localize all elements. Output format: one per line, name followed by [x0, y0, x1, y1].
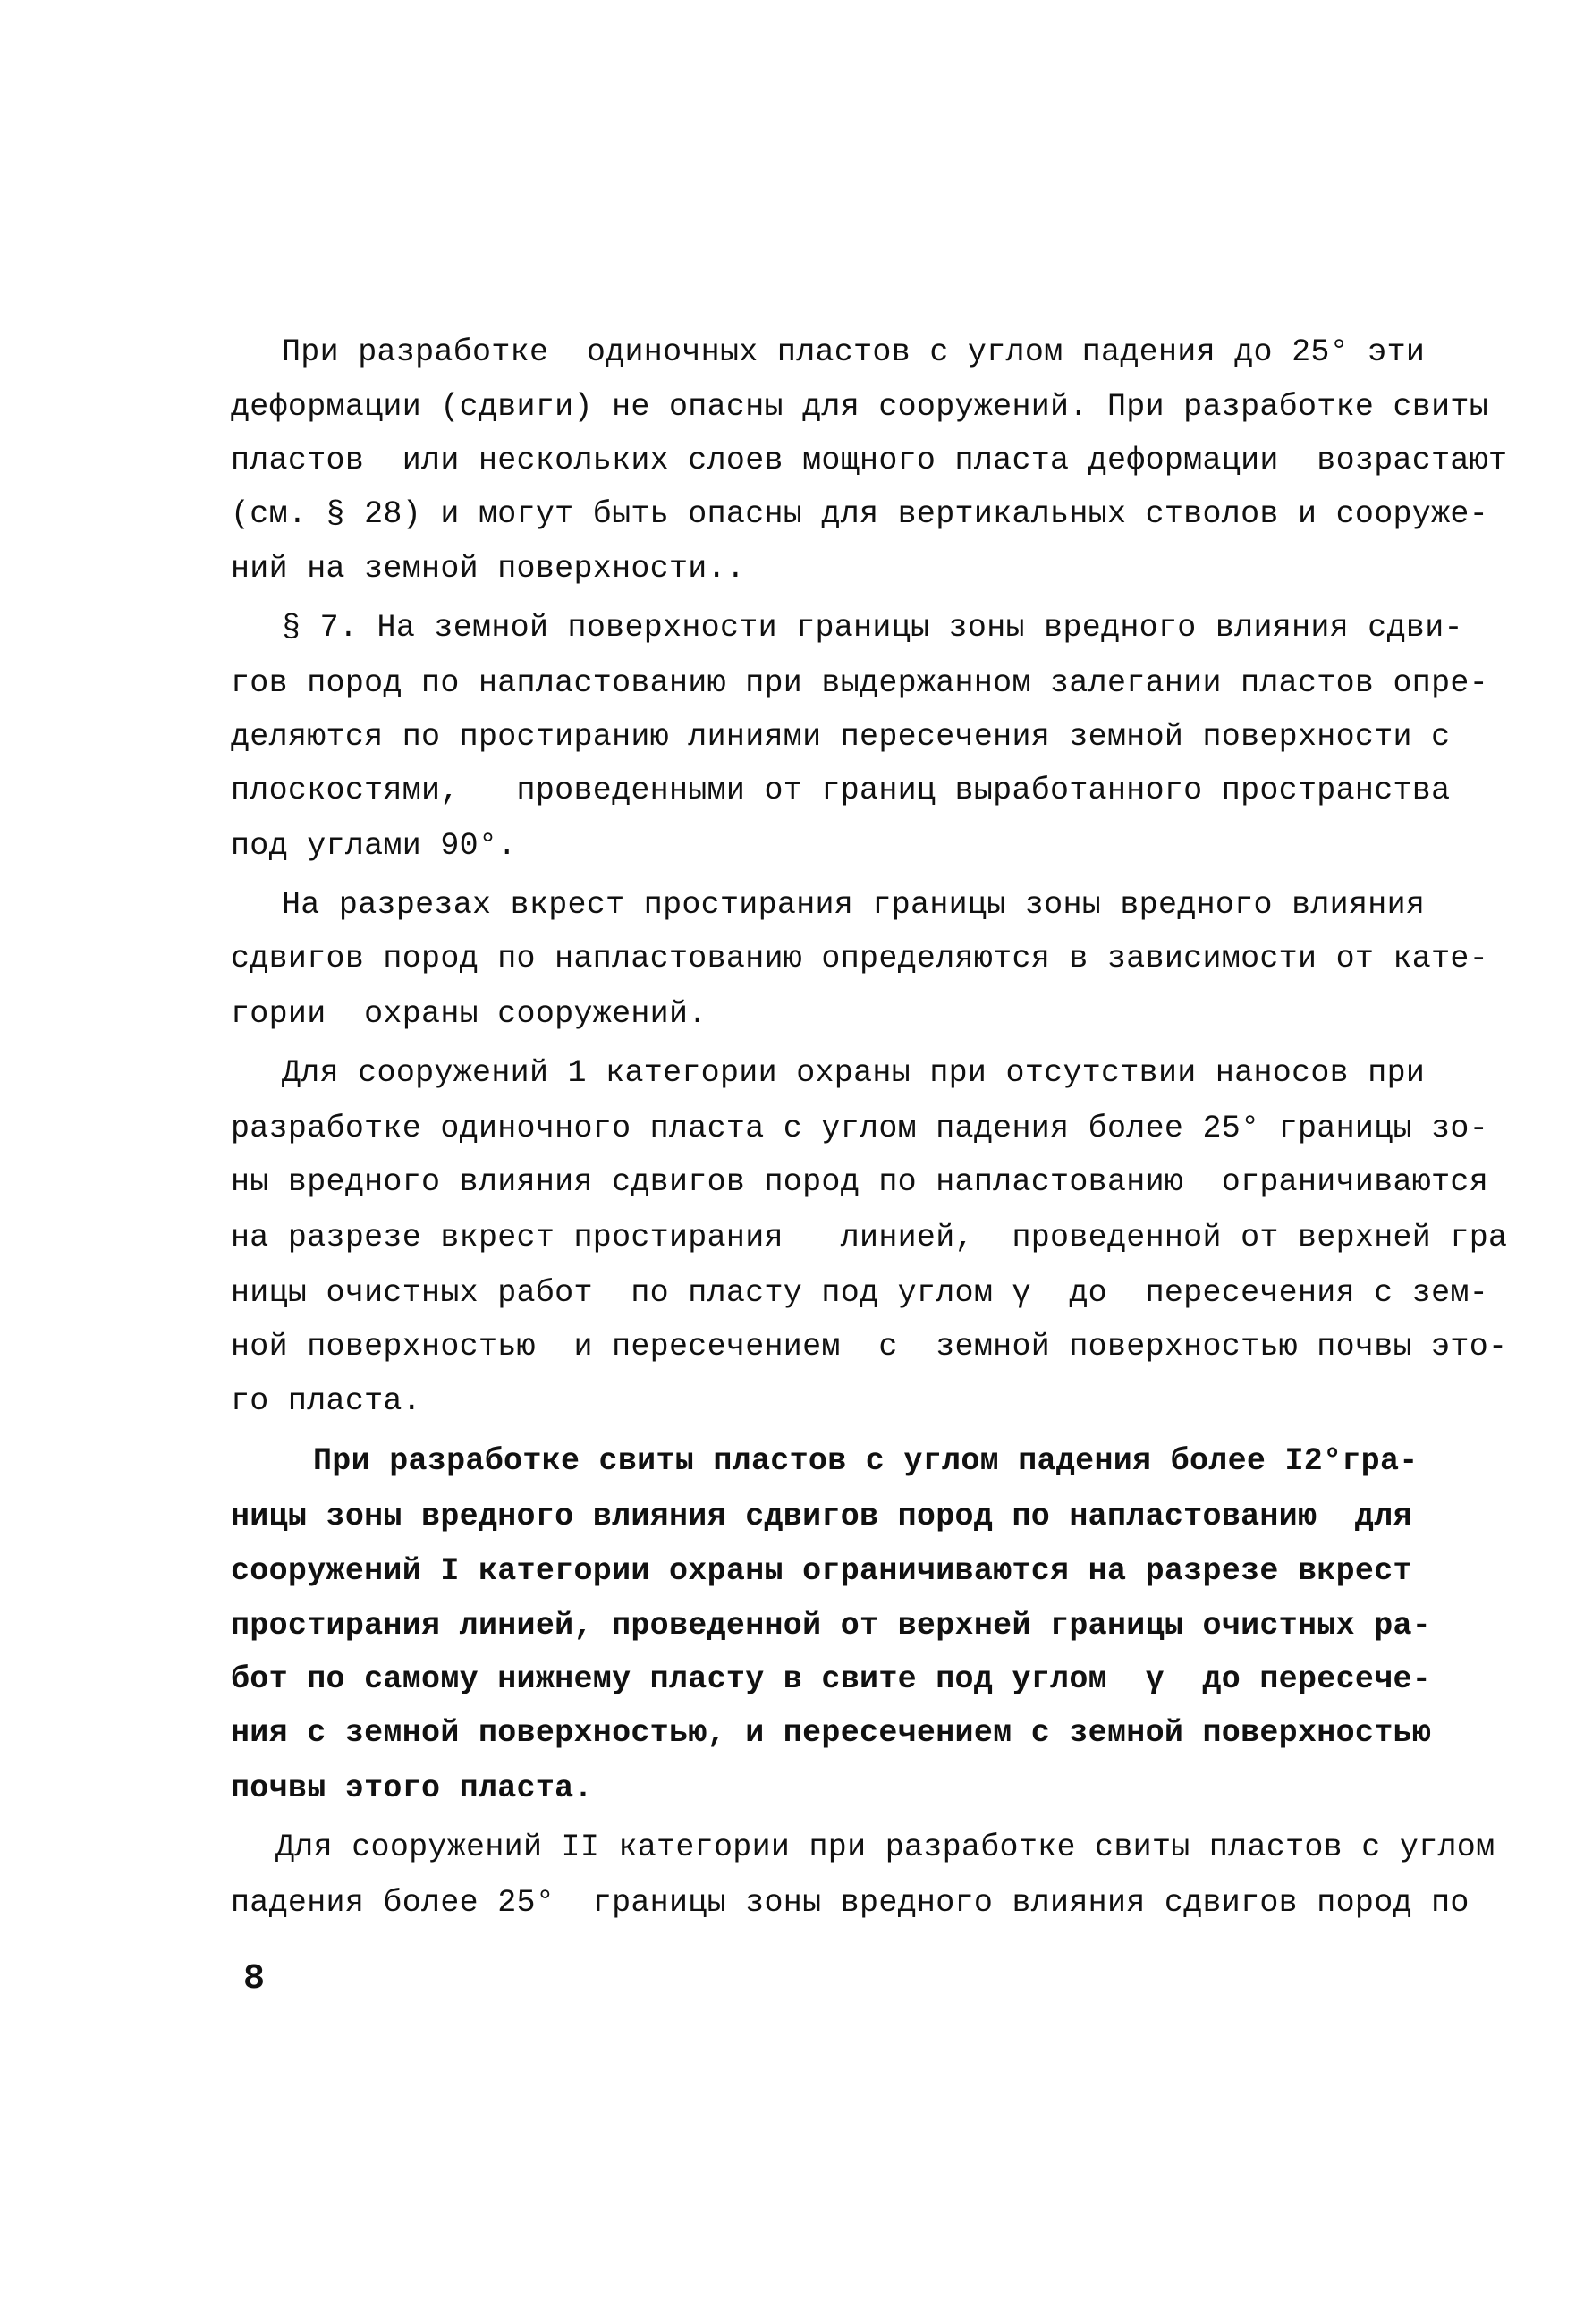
text-line: ния с земной поверхностью, и пересечением с земной поверхностью: [231, 1715, 1432, 1751]
text-line: пластов или нескольких слоев мощного пласта деформации возрастают: [231, 443, 1508, 478]
text-line: ны вредного влияния сдвигов пород по напластованию ограничиваются: [231, 1164, 1489, 1200]
text-line: При разработке свиты пластов с углом падения более I2°гра-: [313, 1443, 1419, 1479]
text-line: бот по самому нижнему пласту в свите под углом γ до пересече-: [231, 1661, 1432, 1697]
text-line: почвы этого пласта.: [231, 1770, 593, 1806]
text-line: Для сооружений II категории при разработке свиты пластов с углом: [275, 1830, 1495, 1865]
text-line: (см. § 28) и могут быть опасны для вертикальных стволов и сооруже-: [231, 496, 1489, 532]
text-line: деформации (сдвиги) не опасны для сооружений. При разработке свиты: [231, 389, 1489, 425]
text-line: На разрезах вкрест простирания границы зоны вредного влияния: [282, 887, 1426, 923]
text-line: § 7. На земной поверхности границы зоны вредного влияния сдви-: [282, 610, 1463, 646]
text-line: простирания линией, проведенной от верхней границы очистных ра-: [231, 1608, 1432, 1644]
text-line: разработке одиночного пласта с углом падения более 25° границы зо-: [231, 1111, 1489, 1146]
text-line: го пласта.: [231, 1383, 422, 1419]
text-line: сооружений I категории охраны ограничиваются на разрезе вкрест: [231, 1553, 1412, 1589]
text-line: падения более 25° границы зоны вредного влияния сдвигов пород по: [231, 1885, 1470, 1921]
text-line: на разрезе вкрест простирания линией, проведенной от верхней гра: [231, 1220, 1508, 1255]
text-line: ницы очистных работ по пласту под углом γ до пересечения с зем-: [231, 1275, 1489, 1311]
page-number: 8: [243, 1959, 266, 1999]
text-line: под углами 90°.: [231, 828, 517, 864]
text-line: сдвигов пород по напластованию определяются в зависимости от кате-: [231, 941, 1489, 976]
text-line: гории охраны сооружений.: [231, 996, 707, 1032]
text-line: ной поверхностью и пересечением с земной поверхностью почвы это-: [231, 1329, 1508, 1365]
text-line: деляются по простиранию линиями пересечения земной поверхности с: [231, 719, 1451, 755]
text-line: ний на земной поверхности..: [231, 551, 746, 587]
text-line: гов пород по напластованию при выдержанном залегании пластов опре-: [231, 665, 1489, 701]
text-line: ницы зоны вредного влияния сдвигов пород по напластованию для: [231, 1499, 1412, 1534]
text-line: плоскостями, проведенными от границ выработанного пространства: [231, 773, 1451, 808]
text-line: Для сооружений 1 категории охраны при отсутствии наносов при: [282, 1055, 1426, 1091]
text-line: При разработке одиночных пластов с углом падения до 25° эти: [282, 334, 1426, 370]
